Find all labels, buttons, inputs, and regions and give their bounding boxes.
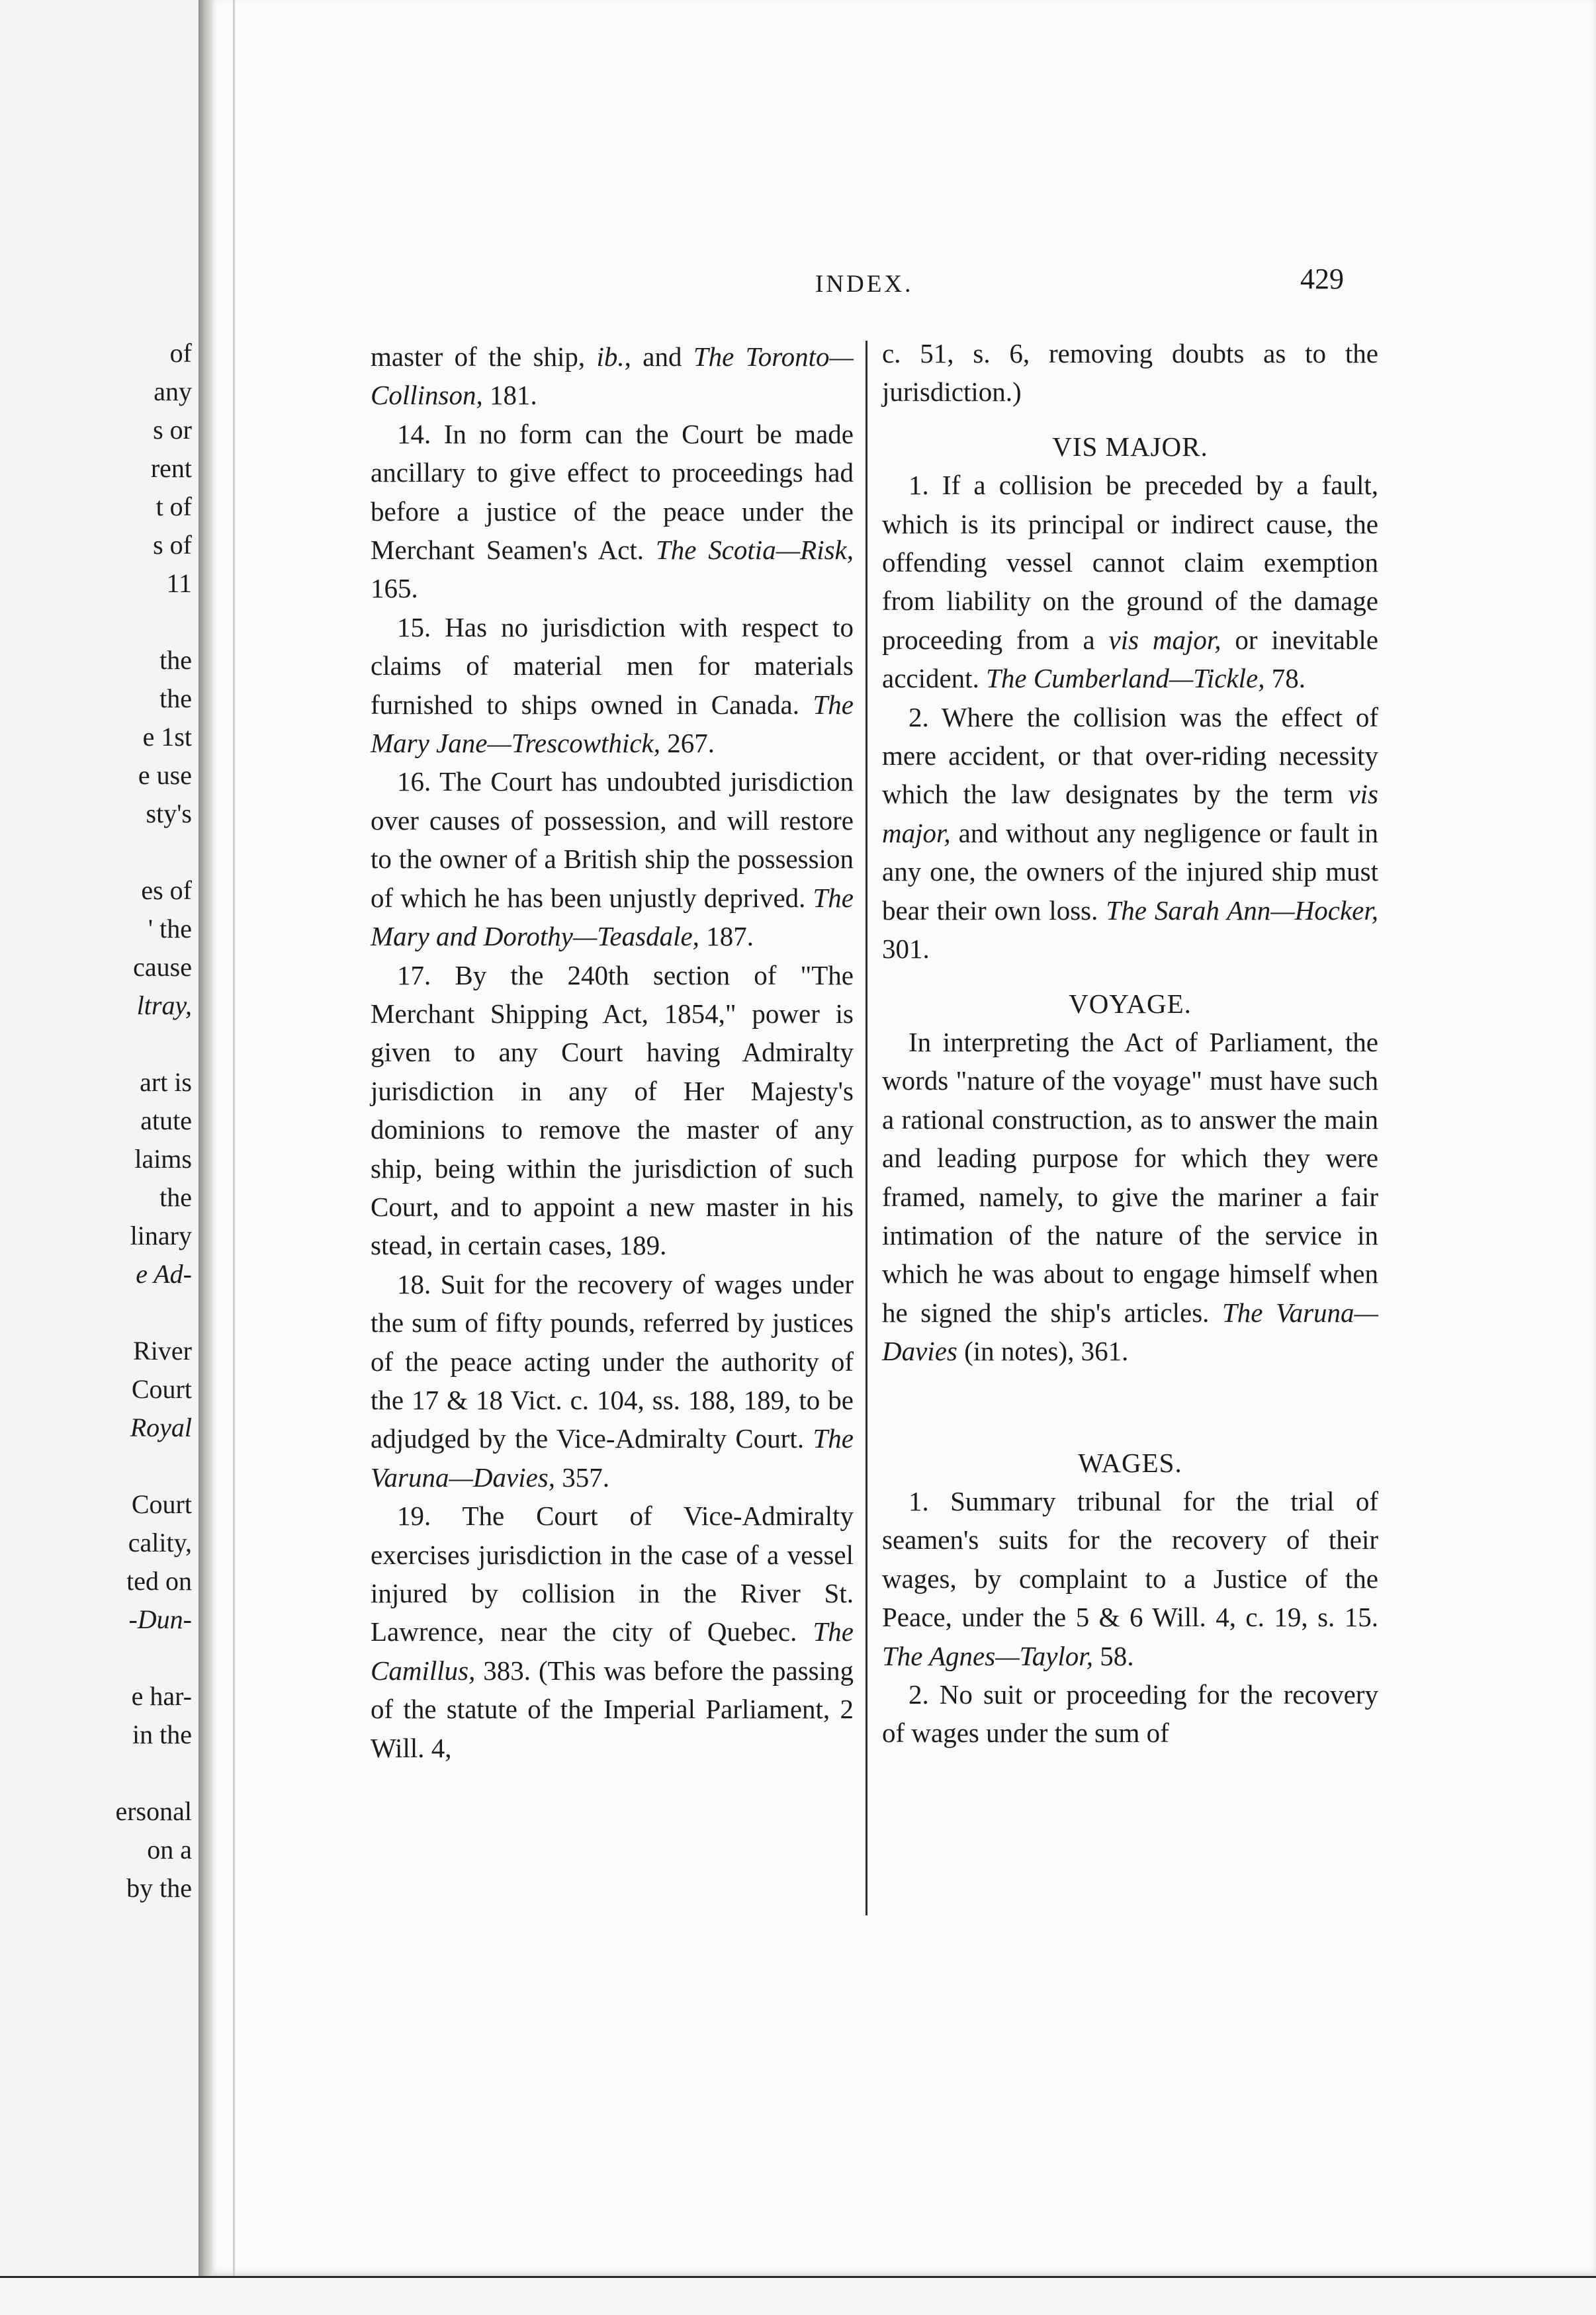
index-entry: 1. If a collision be preceded by a fault, which is its principal or indirect cause, the offending vessel cannot claim exemption from liability on the ground of the damage proceeding from a vis major, or inevitable accident. The Cumberland—Tickle, 78. [882, 470, 1378, 694]
facing-line: ' the [148, 914, 192, 943]
facing-line: art is [140, 1067, 192, 1097]
index-entry: 19. The Court of Vice-Admiralty exercises jurisdiction in the case of a vessel injured by collision in the River St. Lawrence, near the city of Quebec. The Camillus, 383. (This was before the passing of the statute of the Imperial Parliament, 2 Will. 4, [371, 1501, 854, 1763]
facing-line: the [159, 645, 192, 675]
index-entry: 2. Where the collision was the effect of mere accident, or that over-riding necessity which the law designates by the term vis major, and without any negligence or fault in any one, the owners of the injured ship must bear their own loss. The Sarah Ann—Hocker, 301. [882, 701, 1379, 965]
index-entry: 2. No suit or proceeding for the recovery of wages under the sum of [882, 1679, 1378, 1749]
column-rule [865, 341, 867, 1915]
facing-line: rent [150, 453, 192, 483]
facing-line: of [169, 338, 192, 368]
facing-line: by the [126, 1873, 192, 1903]
facing-line: e Ad- [136, 1259, 192, 1289]
section-heading-voyage: VOYAGE. [1069, 988, 1192, 1019]
index-entry: 15. Has no jurisdiction with respect to claims of material men for materials furnished to ships owned in Canada. The Mary Jane—Trescowthick, 267. [371, 611, 854, 759]
facing-line: the [159, 683, 192, 713]
facing-line: atute [140, 1106, 192, 1135]
facing-line: t of [155, 492, 192, 521]
facing-line [0, 1447, 192, 1485]
facing-page-text [0, 334, 192, 1907]
facing-line: ted on [126, 1566, 192, 1596]
index-column-right [882, 334, 1378, 1753]
page-number: 429 [1300, 263, 1344, 295]
book-gutter [199, 0, 213, 2276]
facing-page [0, 0, 199, 2276]
facing-line: e use [138, 760, 192, 790]
facing-line: on a [147, 1835, 192, 1864]
facing-line [0, 833, 192, 871]
index-entry: 17. By the 240th section of "The Merchant Shipping Act, 1854," power is given to any Court having Admiralty jurisdiction in any of Her Majesty's dominions to remove the master of any ship, being within the jurisdiction of such Court, and to appoint a new master in his stead, in certain cases, 189. [371, 959, 854, 1261]
facing-line: any [154, 376, 192, 406]
facing-line [0, 603, 192, 641]
facing-line: Royal [130, 1413, 192, 1442]
facing-line: cause [133, 952, 192, 982]
index-entry: 14. In no form can the Court be made ancillary to give effect to proceedings had before a justice of the peace under the Merchant Seamen's Act. The Scotia—Risk, 165. [371, 418, 854, 604]
facing-line: 11 [166, 568, 192, 598]
facing-line: -Dun- [128, 1604, 192, 1634]
facing-line: linary [130, 1221, 192, 1250]
facing-line: River [133, 1336, 192, 1366]
facing-line [0, 1754, 192, 1792]
facing-line: s of [153, 530, 192, 560]
section-heading-vis-major: VIS MAJOR. [1052, 431, 1208, 462]
facing-line: ltray, [136, 990, 192, 1020]
facing-line: s or [153, 415, 192, 445]
section-heading-wages: WAGES. [1078, 1447, 1182, 1478]
index-entry: 16. The Court has undoubted jurisdiction over causes of possession, and will restore to the owner of a British ship the possession of which he has been unjustly deprived. The Mary and Dorothy—Teasdale, 187. [371, 766, 854, 952]
facing-line: Court [131, 1489, 192, 1519]
facing-line [0, 1293, 192, 1332]
index-entry: c. 51, s. 6, removing doubts as to the jurisdiction.) [882, 338, 1378, 408]
facing-line: e har- [131, 1681, 192, 1711]
facing-line: ersonal [115, 1796, 192, 1826]
page-edge [233, 0, 235, 2276]
index-entry: master of the ship, ib., and The Toronto—Collinson, 181. [371, 341, 854, 411]
facing-line [0, 1025, 192, 1063]
facing-line: in the [132, 1720, 192, 1749]
index-column-left [371, 337, 854, 1767]
running-head: INDEX. [815, 271, 914, 298]
facing-line [0, 1639, 192, 1677]
facing-line: Court [131, 1374, 192, 1404]
facing-line: cality, [128, 1528, 192, 1557]
facing-line: sty's [146, 799, 192, 828]
facing-line: e 1st [142, 722, 192, 752]
index-entry: 1. Summary tribunal for the trial of seamen's suits for the recovery of their wages, by complaint to a Justice of the Peace, under the 5 & 6 Will. 4, c. 19, s. 15. The Agnes—Taylor, 58. [882, 1485, 1378, 1671]
index-entry: In interpreting the Act of Parliament, the words "nature of the voyage" must have such a rational construction, as to answer the main and leading purpose for which they were framed, namely, to give the mariner a fair intimation of the nature of the service in which he was about to engage himself when he signed the ship's articles. The Varuna—Davies (in notes), 361. [882, 1026, 1378, 1367]
facing-line: the [159, 1182, 192, 1212]
facing-line: es of [141, 875, 192, 905]
index-entry: 18. Suit for the recovery of wages under the sum of fifty pounds, referred by justices of the peace acting under the authority of the 17 & 18 Vict. c. 104, ss. 188, 189, to be adjudged by the Vice-Admiralty Court. The Varuna—Davies, 357. [371, 1268, 854, 1493]
facing-line: laims [134, 1144, 192, 1174]
page-bottom-edge [0, 2276, 1596, 2315]
